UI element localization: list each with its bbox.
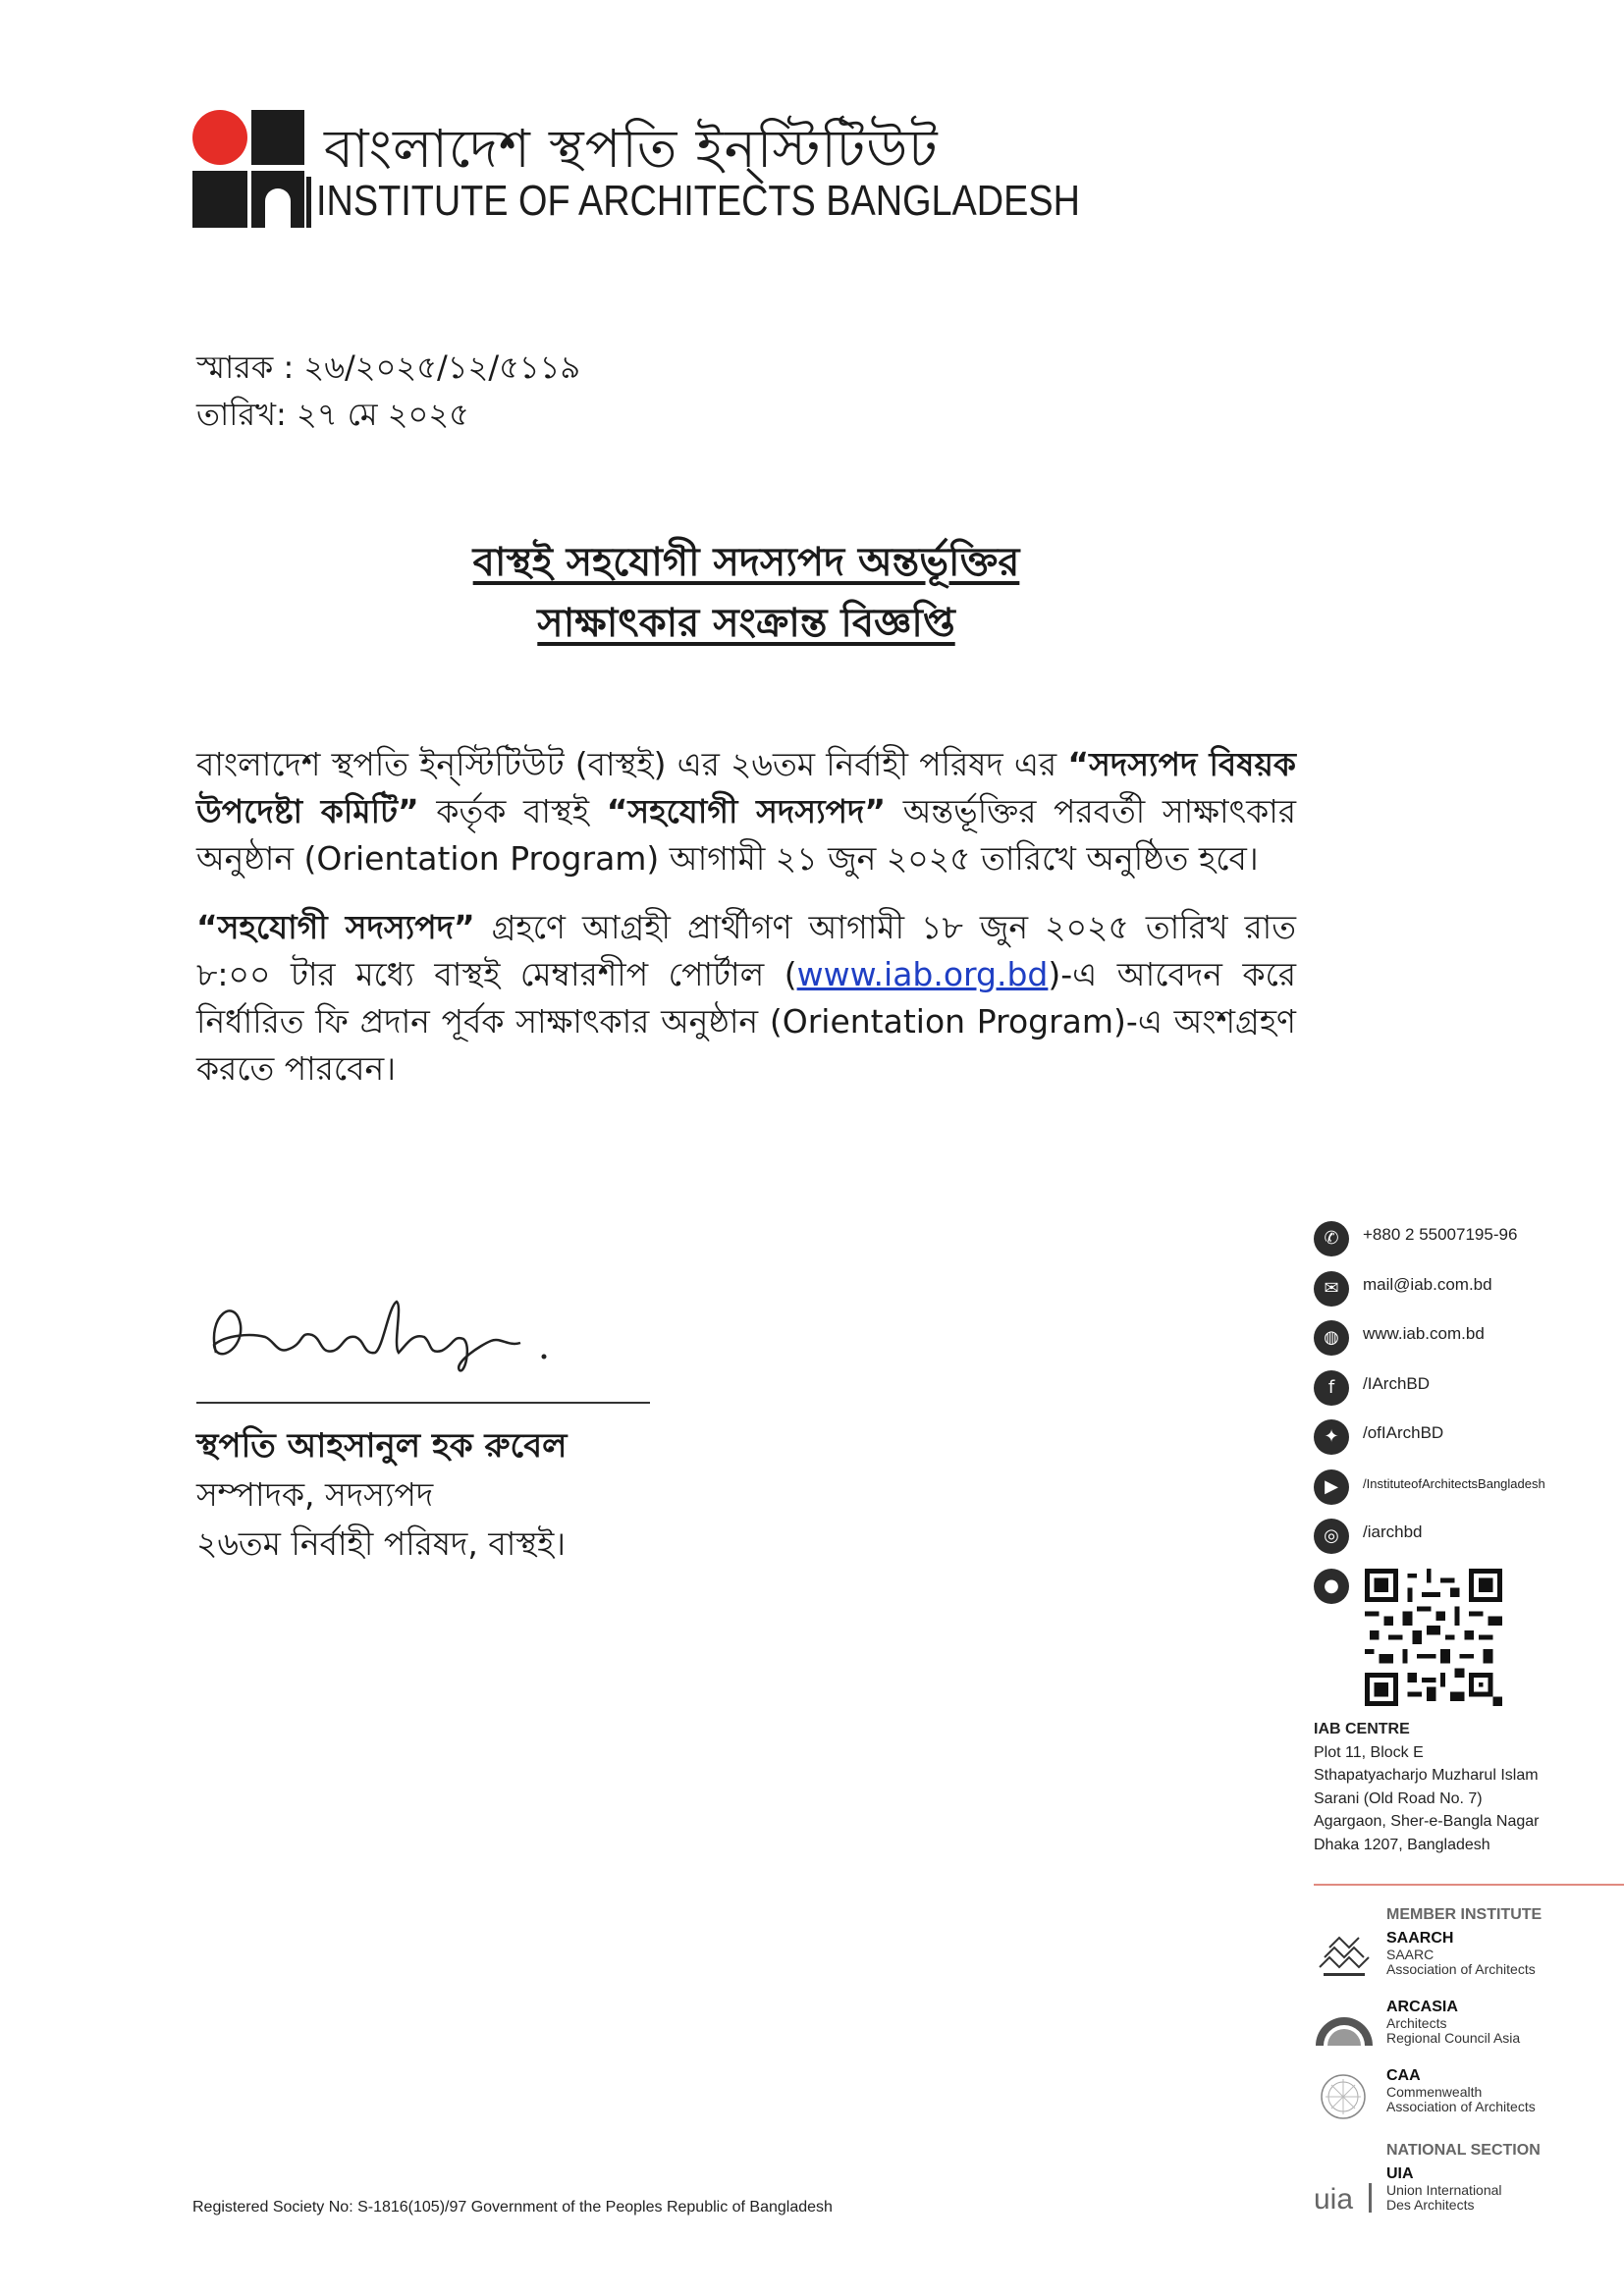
signer-block [196,1421,567,1569]
twitter-icon: ✦ [1314,1419,1349,1455]
org-uia: uia UIA Union International Des Architects [1314,2165,1624,2228]
memo-block [196,344,580,438]
title-line-1: বাস্থই সহযোগী সদস্যপদ অন্তর্ভূক্তির [472,540,1020,585]
caa-logo [1314,2071,1375,2120]
contact-list [1314,1219,1624,1616]
phone-icon: ✆ [1314,1221,1349,1256]
iab-address: IAB CENTRE Plot 11, Block E Sthapatyacharjo Muzharul Islam Sarani (Old Road No. 7) Agargaon, Sher-e-Bangla Nagar Dhaka 1207, Bangladesh [1314,1718,1608,1856]
registration-footer: Registered Society No: S-1816(105)/97 Government of the Peoples Republic of Bangladesh [192,2199,833,2216]
instagram-icon: ◎ [1314,1519,1349,1554]
logo-bengali-name: বাংলাদেশ স্থপতি ইন্‌স্টিটিউট [324,118,939,180]
mail-icon: ✉ [1314,1271,1349,1307]
qr-code [1365,1569,1502,1706]
paragraph-2: “সহযোগী সদস্যপদ” গ্রহণে আগ্রহী প্রার্থীগণ আগামী ১৮ জুন ২০২৫ তারিখ রাত ৮:০০ টার মধ্যে বাস্থই মেম্বারশীপ পোর্টাল (www.iab.org.bd)-এ আবেদন করে নির্ধারিত ফি প্রদান পূর্বক সাক্ষাৎকার অনুষ্ঠান (Orientation Program)-এ অংশগ্রহণ করতে পারবেন। [196,908,1297,1088]
paragraph-1: বাংলাদেশ স্থপতি ইন্‌স্টিটিউট (বাস্থই) এর ২৬তম নির্বাহী পরিষদ এর “সদস্যপদ বিষয়ক উপদেষ্টা কমিটি” কর্তৃক বাস্থই “সহযোগী সদস্যপদ” অন্তর্ভূক্তির পরবর্তী সাক্ষাৎকার অনুষ্ঠান (Orientation Program) আগামী ২১ জুন ২০২৫ তারিখে অনুষ্ঠিত হবে। [196,745,1297,878]
address-heading: IAB CENTRE [1314,1721,1410,1737]
logo-english-name: INSTITUTE OF ARCHITECTS BANGLADESH [316,177,1080,225]
contact-phone: ✆ +880 2 55007195-96 [1314,1219,1624,1269]
facebook-icon: f [1314,1370,1349,1406]
saarch-logo [1314,1934,1375,1983]
signature-line [196,1402,650,1404]
contact-youtube[interactable]: ▶ /InstituteofArchitectsBangladesh [1314,1468,1624,1518]
membership-portal-link[interactable]: www.iab.org.bd [796,955,1049,993]
section-divider [1314,1884,1624,1886]
notice-title [196,532,1296,654]
contact-instagram[interactable]: ◎ /iarchbd [1314,1517,1624,1567]
signer-council: ২৬তম নির্বাহী পরিষদ, বাস্থই। [196,1524,567,1563]
org-saarch: SAARCH SAARC Association of Architects [1314,1930,1624,1993]
contact-twitter[interactable]: ✦ /ofIArchBD [1314,1417,1624,1468]
globe-icon: ◍ [1314,1320,1349,1356]
member-institute-label: MEMBER INSTITUTE [1386,1906,1543,1923]
org-caa: CAA Commenwealth Association of Architects [1314,2067,1624,2130]
national-section-label: NATIONAL SECTION [1386,2142,1541,2159]
contact-email[interactable]: ✉ mail@iab.com.bd [1314,1269,1624,1319]
iab-logo-mark [192,110,304,228]
arcasia-logo [1314,2002,1375,2052]
notice-body [196,741,1296,1114]
signer-name: স্থপতি আহসানুল হক রুবেল [196,1426,568,1466]
contact-facebook[interactable]: f /IArchBD [1314,1368,1624,1418]
org-arcasia: ARCASIA Architects Regional Council Asia [1314,1999,1624,2061]
title-line-2: সাক্ষাৎকার সংক্রান্ত বিজ্ঞপ্তি [537,601,955,646]
youtube-icon: ▶ [1314,1469,1349,1505]
memo-reference: স্মারক : ২৬/২০২৫/১২/৫১১৯ [196,348,581,386]
iab-logo [192,106,1080,234]
uia-logo [1314,2169,1375,2218]
location-pin-icon: ● [1314,1569,1349,1604]
signer-role: সম্পাদক, সদস্যপদ [196,1475,434,1514]
signature-image [196,1276,658,1384]
memo-date: তারিখ: ২৭ মে ২০২৫ [196,396,469,433]
contact-website[interactable]: ◍ www.iab.com.bd [1314,1318,1624,1368]
svg-text:uia: uia [1314,2183,1354,2216]
membership-section [1314,1906,1624,2296]
